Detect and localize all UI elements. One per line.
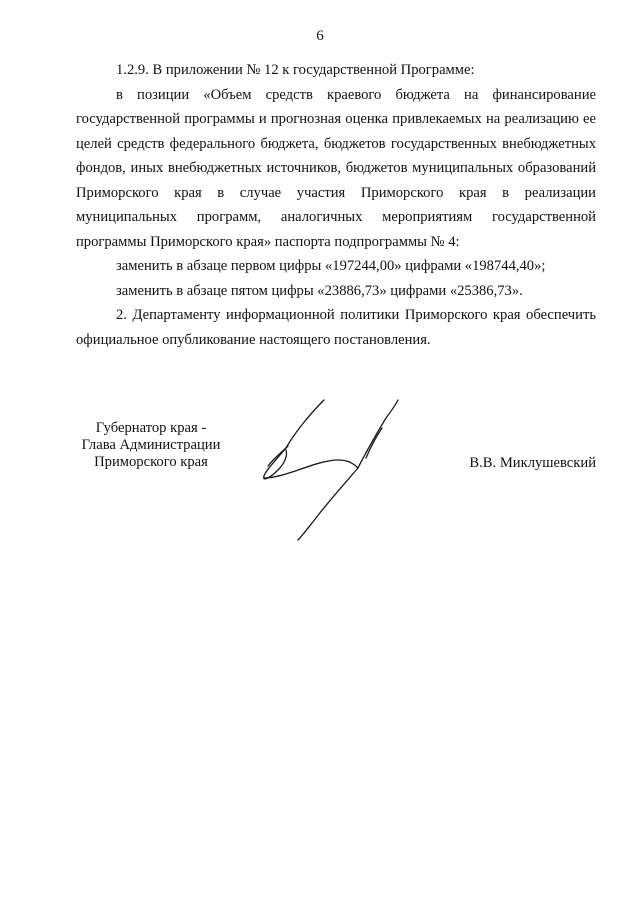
paragraph-item-heading: 1.2.9. В приложении № 12 к государственной Программе: (116, 62, 475, 78)
paragraph-replace-first: заменить в абзаце первом цифры «197244,00» цифрами «198744,40»; (116, 258, 546, 274)
signature-block (76, 420, 596, 560)
signer-position (76, 420, 226, 471)
handwritten-signature (246, 398, 416, 543)
paragraph-position-description: в позиции «Объем средств краевого бюджета на финансирование государственной программы и прогнозная оценка привлекаемых на реализацию ее целей средств федерального бюджета, бюджетов государственных внебюджетных фондов, иных внебюджетных источников, бюджетов муниципальных образований Приморского края в случае участия Приморского края в реализации муниципальных программ, аналогичных мероприятиям государственной программы Приморского края» паспорта подпрограммы № 4: (76, 86, 596, 250)
signer-position-line: Глава Администрации (81, 437, 221, 453)
signer-position-line: Приморского края (94, 454, 208, 470)
document-body (76, 58, 596, 352)
paragraph-replace-fifth: заменить в абзаце пятом цифры «23886,73» цифрами «25386,73». (116, 282, 523, 299)
page-number: 6 (316, 28, 324, 44)
signer-position-line: Губернатор края - (95, 420, 207, 436)
paragraph-publication-order: 2. Департаменту информационной политики Приморского края обеспечить официальное опубликование настоящего постановления. (76, 307, 596, 348)
signer-name: В.В. Миклушевский (469, 455, 596, 471)
